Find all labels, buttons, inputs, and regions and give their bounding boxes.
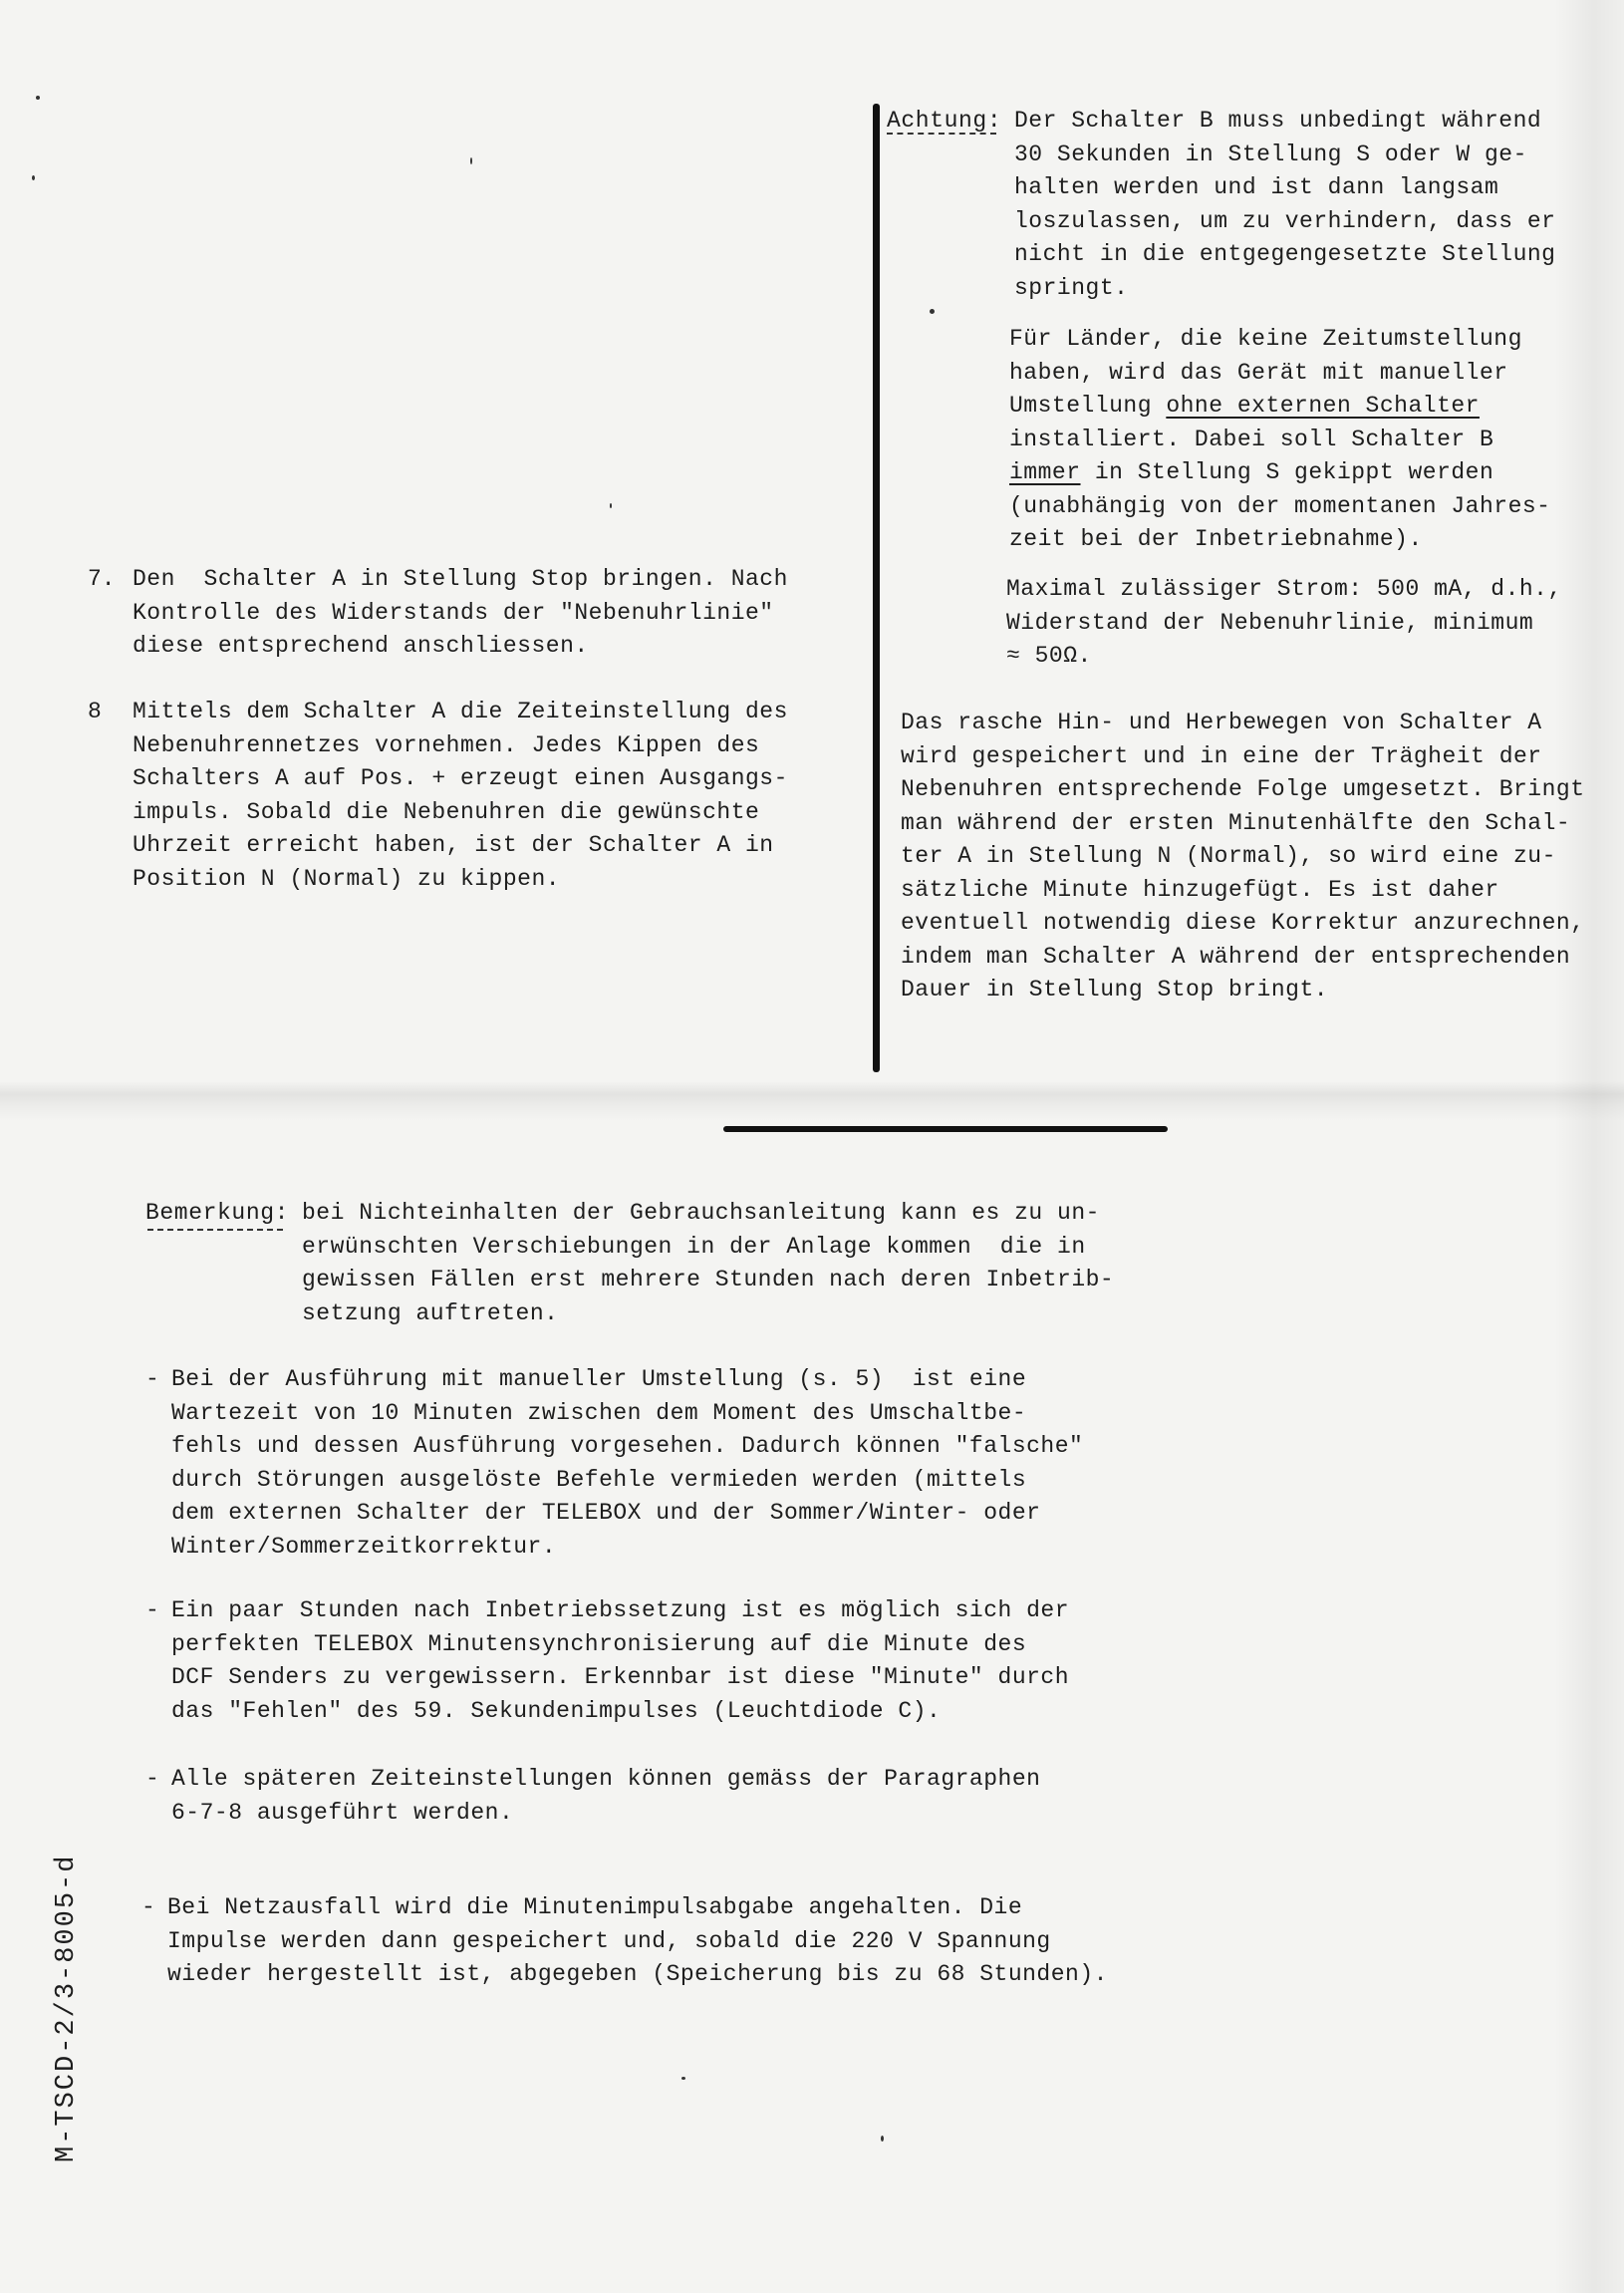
bullet-line: Ein paar Stunden nach Inbetriebssetzung ist es möglich sich der (171, 1597, 1070, 1623)
laender-line (1009, 390, 1551, 424)
bullet-line: wieder hergestellt ist, abgegeben (Speicherung bis zu 68 Stunden). (167, 1961, 1108, 1987)
underlined-phrase: ohne externen Schalter (1166, 393, 1480, 419)
achtung-line: 30 Sekunden in Stellung S oder W ge- (1014, 141, 1527, 167)
hinher-line: Nebenuhren entsprechende Folge umgesetzt. Bringt (901, 776, 1585, 802)
hinher-line: man während der ersten Minutenhälfte den Schal- (901, 809, 1571, 836)
bullet-item (171, 1363, 1083, 1564)
laender-line: installiert. Dabei soll Schalter B (1009, 426, 1494, 452)
step-8-line: Uhrzeit erreicht haben, ist der Schalter A in (133, 832, 774, 858)
step-7-line: Kontrolle des Widerstands der "Nebenuhrlinie" (133, 599, 774, 626)
bullet-item (171, 1594, 1069, 1728)
hinher-line: wird gespeichert und in eine der Trägheit der (901, 742, 1542, 769)
laender-line: (unabhängig von der momentanen Jahres- (1009, 492, 1551, 519)
laender-line-text: Umstellung (1009, 393, 1167, 419)
scan-speck (930, 309, 935, 314)
bemerkung-line: erwünschten Verschiebungen in der Anlage kommen die in (302, 1233, 1086, 1260)
achtung-line: loszulassen, um zu verhindern, dass er (1014, 207, 1556, 234)
step-8-text (133, 696, 788, 896)
bullet-dash: - (145, 1597, 159, 1623)
hinher-line: indem man Schalter A während der entsprechenden (901, 943, 1571, 970)
bullet-line: DCF Senders zu vergewissern. Erkennbar ist diese "Minute" durch (171, 1664, 1070, 1690)
hinher-line: Das rasche Hin- und Herbewegen von Schalter A (901, 710, 1542, 735)
bullet-line: dem externen Schalter der TELEBOX und der Sommer/Winter- oder (171, 1500, 1041, 1526)
laender-line: haben, wird das Gerät mit manueller (1009, 359, 1508, 386)
step-7-line: diese entsprechend anschliessen. (133, 633, 589, 659)
bullet-dash: - (141, 1894, 155, 1920)
bemerkung-line: bei Nichteinhalten der Gebrauchsanleitung kann es zu un- (302, 1200, 1100, 1226)
bullet-item (167, 1891, 1108, 1992)
step-8-number: 8 (88, 699, 102, 724)
bullet-line: durch Störungen ausgelöste Befehle vermieden werden (mittels (171, 1466, 1027, 1493)
step-8-line: Schalters A auf Pos. + erzeugt einen Ausgangs- (133, 765, 788, 791)
bullet-line: das "Fehlen" des 59. Sekundenimpulses (Leuchtdiode C). (171, 1697, 942, 1724)
bullet-line: fehls und dessen Ausführung vorgesehen. Dadurch können "falsche" (171, 1433, 1084, 1459)
bemerkung-line: setzung auftreten. (302, 1299, 559, 1326)
achtung-line: Der Schalter B muss unbedingt während (1014, 108, 1542, 134)
laender-paragraph (1009, 323, 1551, 557)
underlined-word: immer (1009, 459, 1081, 485)
strom-line: Maximal zulässiger Strom: 500 mA, d.h., (1006, 576, 1562, 602)
document-code: M-TSCD-2/3-8005-d (52, 1854, 82, 2162)
horizontal-divider (723, 1126, 1168, 1132)
bemerkung-text (302, 1197, 1114, 1330)
laender-line: Für Länder, die keine Zeitumstellung (1009, 326, 1522, 352)
bullet-item (171, 1763, 1040, 1830)
bemerkung-dashed-underline (147, 1229, 283, 1231)
achtung-dashed-underline (887, 133, 996, 135)
bullet-dash: - (145, 1366, 159, 1392)
scan-speck (32, 175, 35, 180)
step-8-line: Nebenuhrennetzes vornehmen. Jedes Kippen des (133, 731, 760, 758)
laender-line: zeit bei der Inbetriebnahme). (1009, 526, 1423, 552)
bemerkung-line: gewissen Fällen erst mehrere Stunden nach deren Inbetrib- (302, 1267, 1115, 1292)
step-8-line: Mittels dem Schalter A die Zeiteinstellung des (133, 699, 788, 724)
scan-speck (610, 503, 612, 508)
hinher-line: ter A in Stellung N (Normal), so wird eine zu- (901, 843, 1556, 869)
bullet-line: Winter/Sommerzeitkorrektur. (171, 1533, 557, 1560)
step-7-number: 7. (88, 566, 116, 592)
bullet-line: perfekten TELEBOX Minutensynchronisierung auf die Minute des (171, 1630, 1027, 1657)
achtung-text (1014, 105, 1556, 305)
scan-speck (470, 157, 472, 164)
strom-paragraph (1006, 573, 1562, 674)
achtung-line: springt. (1014, 274, 1129, 301)
achtung-line: nicht in die entgegengesetzte Stellung (1014, 241, 1556, 267)
bullet-line: Impulse werden dann gespeichert und, sobald die 220 V Spannung (167, 1927, 1051, 1954)
step-7-line: Den Schalter A in Stellung Stop bringen. Nach (133, 566, 788, 592)
bullet-line: Bei Netzausfall wird die Minutenimpulsabgabe angehalten. Die (167, 1894, 1023, 1920)
hinher-paragraph (901, 707, 1585, 1007)
scan-speck (881, 2136, 884, 2142)
strom-line: ≈ 50Ω. (1006, 643, 1092, 669)
hinher-line: Dauer in Stellung Stop bringt. (901, 977, 1329, 1003)
bullet-line: Wartezeit von 10 Minuten zwischen dem Moment des Umschaltbe- (171, 1399, 1027, 1426)
scan-speck (681, 2077, 685, 2080)
step-8-line: Position N (Normal) zu kippen. (133, 865, 561, 892)
bemerkung-label: Bemerkung: (145, 1200, 290, 1226)
achtung-label: Achtung: (887, 108, 1002, 134)
bullet-line: Bei der Ausführung mit manueller Umstellung (s. 5) ist eine (171, 1366, 1027, 1392)
step-8-line: impuls. Sobald die Nebenuhren die gewünschte (133, 798, 760, 825)
achtung-line: halten werden und ist dann langsam (1014, 174, 1499, 200)
vertical-divider (873, 104, 880, 1072)
strom-line: Widerstand der Nebenuhrlinie, minimum (1006, 609, 1534, 636)
step-7-text (133, 563, 788, 664)
laender-line (1009, 456, 1551, 490)
hinher-line: sätzliche Minute hinzugefügt. Es ist daher (901, 876, 1499, 903)
scan-speck (36, 96, 40, 100)
bullet-dash: - (145, 1766, 159, 1792)
hinher-line: eventuell notwendig diese Korrektur anzurechnen, (901, 910, 1585, 936)
bullet-line: Alle späteren Zeiteinstellungen können gemäss der Paragraphen (171, 1766, 1041, 1792)
laender-line-text: in Stellung S gekippt werden (1080, 459, 1494, 485)
bullet-line: 6-7-8 ausgeführt werden. (171, 1799, 514, 1826)
